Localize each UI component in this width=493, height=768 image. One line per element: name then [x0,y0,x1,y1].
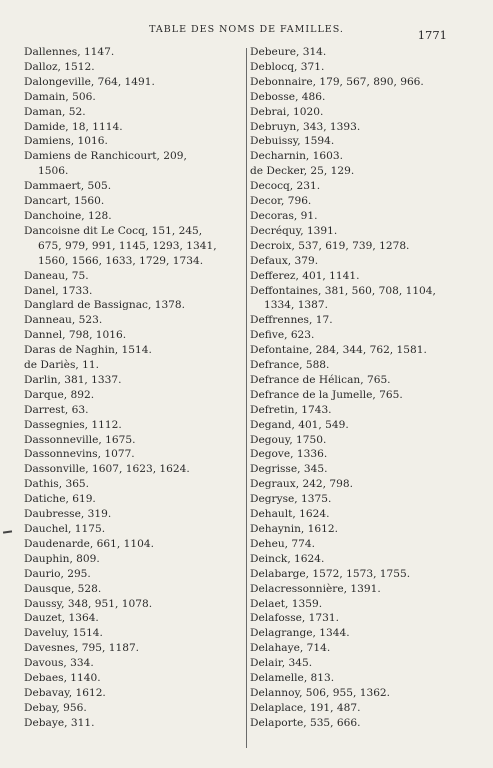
index-entry: Damain, 506. [24,90,96,103]
index-entry: Debavay, 1612. [24,686,106,699]
index-entry: Dehault, 1624. [250,508,330,521]
index-entry: Dassonneville, 1675. [24,433,136,446]
index-entry: Defive, 623. [250,329,315,342]
index-entry: Dassonnevins, 1077. [24,448,135,461]
index-entry: Delagrange, 1344. [250,627,350,640]
index-entry: Delaet, 1359. [250,597,323,610]
index-entry: Debay, 956. [24,701,87,714]
index-entry: Daman, 52. [24,105,86,118]
index-entry: Daras de Naghin, 1514. [24,344,152,357]
index-entry: Debrai, 1020. [250,105,324,118]
index-entry: Dalongeville, 764, 1491. [24,75,155,88]
index-entry: Datiche, 619. [24,493,96,506]
page-number: 1771 [417,28,447,42]
index-entry: Degraux, 242, 798. [250,478,353,491]
index-entry: Delabarge, 1572, 1573, 1755. [250,567,411,580]
index-entry: Defrance de Hélican, 765. [250,373,391,386]
index-entry: Danglard de Bassignac, 1378. [24,299,186,312]
index-entry: Damiens, 1016. [24,135,108,148]
index-entry: Delannoy, 506, 955, 1362. [250,686,391,699]
index-entry: Deffontaines, 381, 560, 708, 1104, [250,284,436,297]
index-entry: Darlin, 381, 1337. [24,373,122,386]
index-entry: Daudenarde, 661, 1104. [24,537,154,550]
index-entry: Decor, 796. [250,195,312,208]
index-entry: Danchoine, 128. [24,209,112,222]
index-entry: Debaes, 1140. [24,672,101,685]
index-entry: Degand, 401, 549. [250,418,349,431]
index-entry: Dauphin, 809. [24,552,100,565]
index-entry: Decocq, 231. [250,180,321,193]
index-entry: Daurio, 295. [24,567,91,580]
index-entry: Defrance, 588. [250,359,330,372]
index-entry: Dancoisne dit Le Cocq, 151, 245, [24,224,203,237]
index-entry: Debeure, 314. [250,46,327,58]
index-entry: Dannel, 798, 1016. [24,329,127,342]
index-entry: Delamelle, 813. [250,672,335,685]
index-entry: de Dariès, 11. [24,359,99,372]
right-column-index [250,45,478,731]
index-entry: Dauchel, 1175. [24,523,106,535]
left-column-index [24,45,240,731]
index-entry: Debuissy, 1594. [250,135,335,148]
index-entry: Daneau, 75. [24,269,89,282]
index-entry: Deheu, 774. [250,537,316,550]
index-entry: Davous, 334. [24,657,94,670]
index-entry: Decharnin, 1603. [250,150,343,163]
index-entry: Delacressonnière, 1391. [250,582,381,595]
index-entry: Delahaye, 714. [250,642,331,655]
index-entry: Dancart, 1560. [24,195,105,208]
index-entry: Damide, 18, 1114. [24,120,123,133]
index-entry: Davesnes, 795, 1187. [24,642,140,655]
index-entry: Dassegnies, 1112. [24,418,122,431]
index-entry: Defrance de la Jumelle, 765. [250,388,403,401]
index-entry-continuation: 1560, 1566, 1633, 1729, 1734. [38,254,204,267]
running-header-title: TABLE DES NOMS DE FAMILLES. [149,24,344,35]
index-entry: Dalloz, 1512. [24,60,95,73]
index-entry: Degouy, 1750. [250,433,327,446]
index-entry: Darque, 892. [24,388,95,401]
index-entry: Defferez, 401, 1141. [250,269,360,282]
index-entry: Dassonville, 1607, 1623, 1624. [24,463,190,476]
index-entry: Danel, 1733. [24,284,93,297]
index-entry: Damiens de Ranchicourt, 209, [24,150,187,163]
index-entry: Delaporte, 535, 666. [250,716,361,729]
index-entry: Defontaine, 284, 344, 762, 1581. [250,344,427,357]
index-entry: Daussy, 348, 951, 1078. [24,597,153,610]
index-entry: Debruyn, 343, 1393. [250,120,361,133]
index-entry: Decroix, 537, 619, 739, 1278. [250,239,410,252]
index-entry: Delaplace, 191, 487. [250,701,361,714]
index-entry: Degryse, 1375. [250,493,332,506]
index-entry: Darrest, 63. [24,403,89,416]
index-entry: Delair, 345. [250,657,313,670]
index-entry: Dehaynin, 1612. [250,523,338,535]
index-entry: Degrisse, 345. [250,463,328,476]
index-entry: Debonnaire, 179, 567, 890, 966. [250,75,424,88]
column-divider [246,48,247,748]
index-entry: Daveluy, 1514. [24,627,103,640]
index-entry: Dauzet, 1364. [24,612,99,625]
index-entry: Debosse, 486. [250,90,326,103]
index-entry: Delafosse, 1731. [250,612,339,625]
index-entry: Dathis, 365. [24,478,90,491]
index-entry: Deinck, 1624. [250,552,325,565]
index-entry-continuation: 1506. [38,165,69,178]
index-entry: Dammaert, 505. [24,180,112,193]
index-entry: Dausque, 528. [24,582,102,595]
index-entry-continuation: 675, 979, 991, 1145, 1293, 1341, [38,239,217,252]
index-entry: Decréquy, 1391. [250,224,338,237]
index-entry: Daubresse, 319. [24,508,112,521]
index-entry: de Decker, 25, 129. [250,165,355,178]
index-entry: Degove, 1336. [250,448,328,461]
index-entry: Debaye, 311. [24,716,95,729]
index-entry: Dallennes, 1147. [24,46,115,58]
index-entry: Decoras, 91. [250,209,318,222]
index-entry: Defretin, 1743. [250,403,332,416]
index-entry: Deffrennes, 17. [250,314,333,327]
index-entry: Defaux, 379. [250,254,319,267]
margin-pencil-mark [3,530,12,533]
index-entry-continuation: 1334, 1387. [264,299,329,312]
index-entry: Danneau, 523. [24,314,103,327]
index-entry: Deblocq, 371. [250,60,325,73]
